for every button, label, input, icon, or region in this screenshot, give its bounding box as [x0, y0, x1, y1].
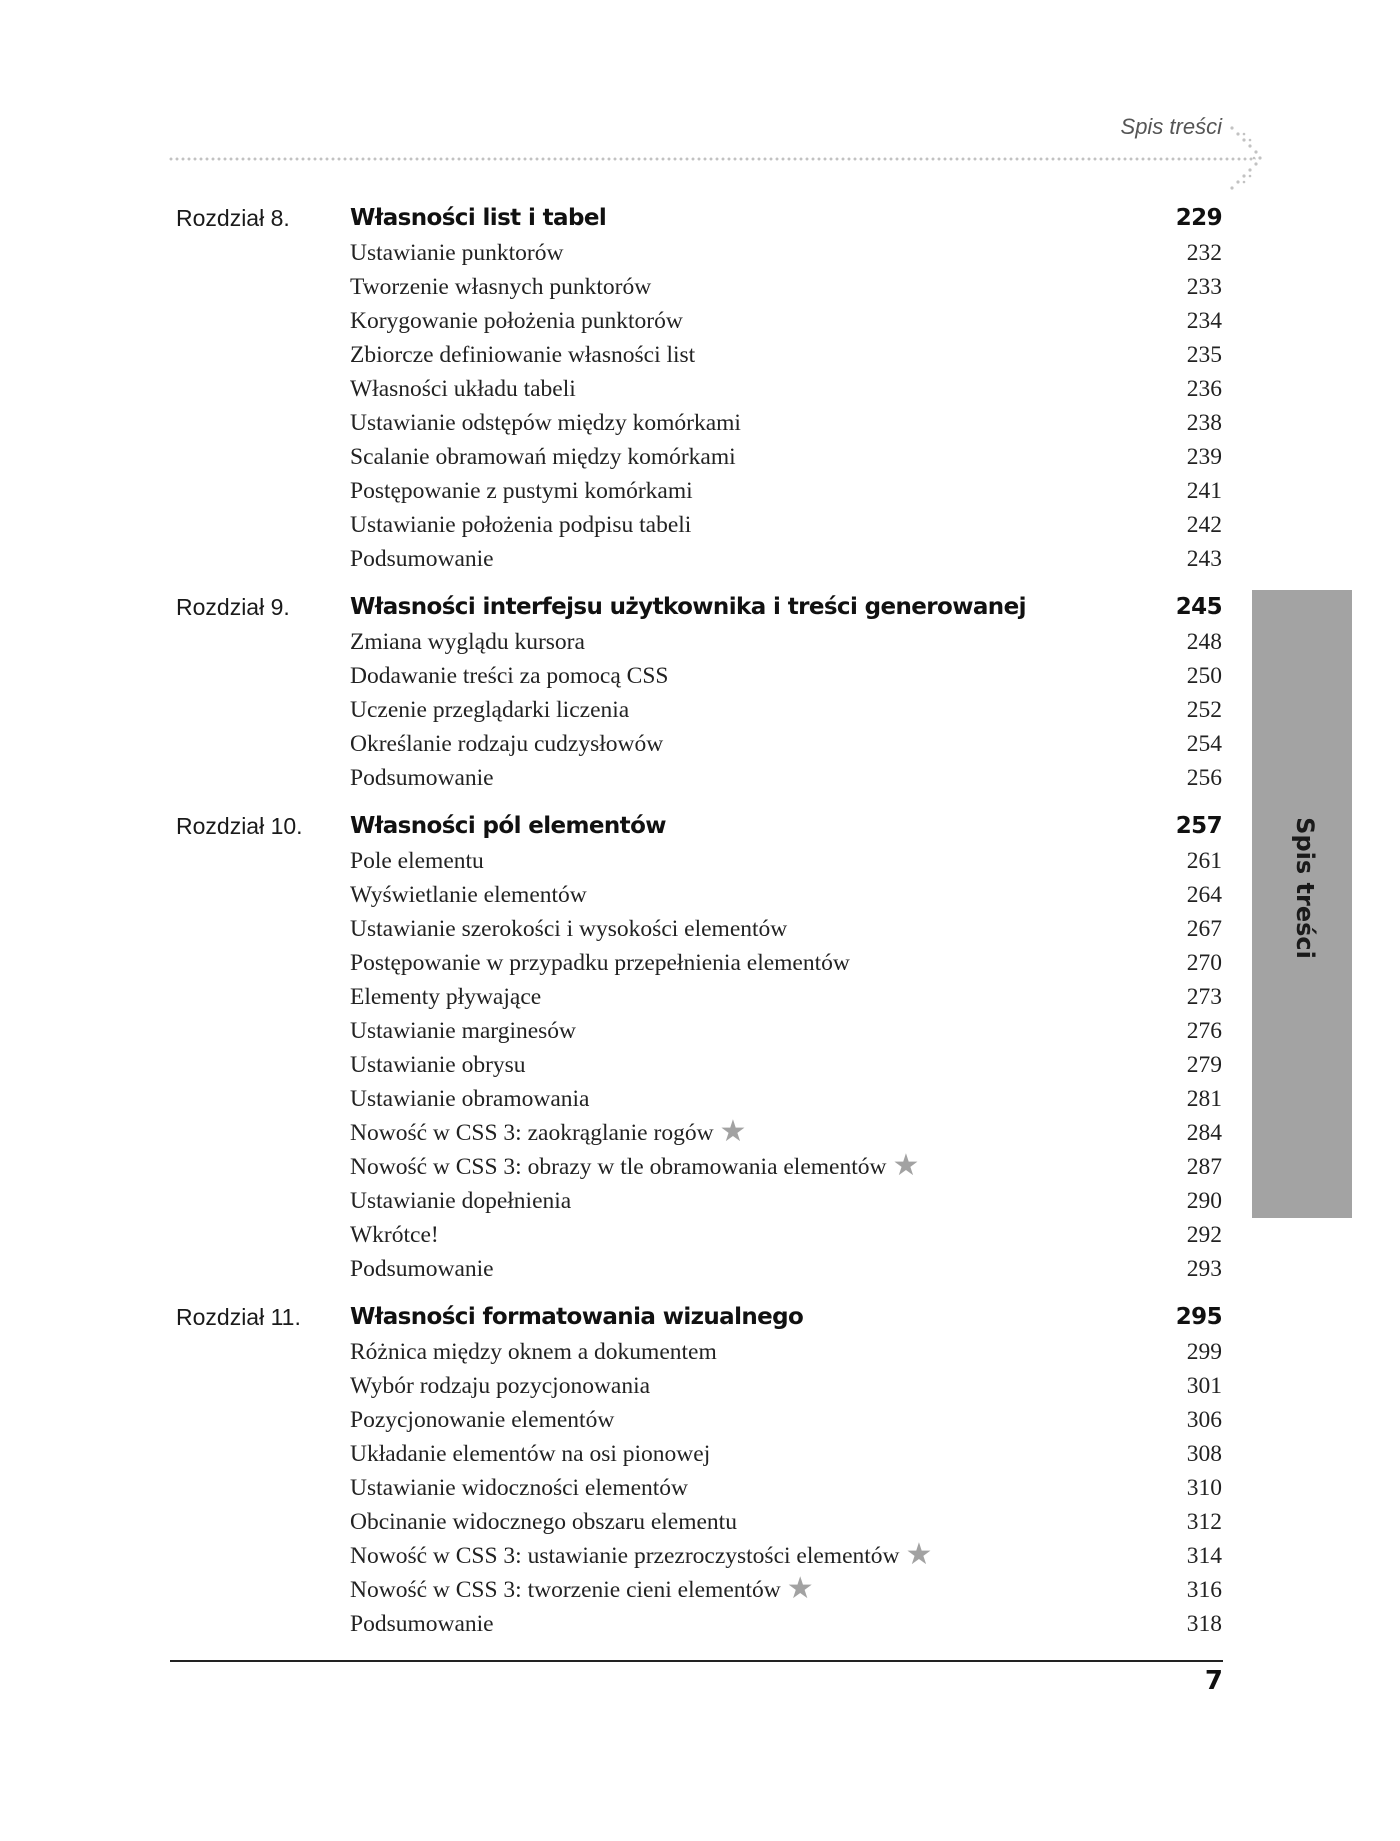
toc-entry-page: 236: [1186, 375, 1222, 402]
toc-entry-page: 293: [1186, 1255, 1222, 1282]
chapter-heading: [176, 808, 1222, 844]
toc-entry: [350, 372, 1222, 406]
toc-entry-page: 318: [1186, 1610, 1222, 1637]
toc-entry-page: 235: [1186, 341, 1222, 368]
chapter-label: Rozdział 10.: [176, 812, 303, 839]
toc-entry-title-cell: [350, 1509, 1122, 1536]
toc-entry-title-cell: [350, 916, 1122, 943]
toc-entry-title-cell: [350, 1475, 1122, 1502]
toc-entry-title-cell: [350, 950, 1122, 977]
toc-entry-title: Postępowanie w przypadku przepełnienia elementów: [350, 949, 850, 976]
toc-entry: [350, 1369, 1222, 1403]
toc-entry: [350, 508, 1222, 542]
toc-entry-page: 308: [1186, 1440, 1222, 1467]
toc-entry: [350, 1048, 1222, 1082]
toc-entry: [350, 1335, 1222, 1369]
toc-entry-page: 290: [1186, 1187, 1222, 1214]
toc-entry: [350, 1539, 1222, 1573]
toc-entry: [350, 1437, 1222, 1471]
toc-entry: [350, 727, 1222, 761]
chapter-section: [176, 200, 1222, 576]
toc-entry-title: Obcinanie widocznego obszaru elementu: [350, 1508, 737, 1535]
toc-entry-page: 250: [1186, 662, 1222, 689]
toc-entry: [350, 946, 1222, 980]
toc-entry-title-cell: [350, 1086, 1122, 1113]
toc-entry: [350, 1471, 1222, 1505]
chapter-page-number: 257: [1175, 813, 1222, 839]
page-number: 7: [1204, 1666, 1223, 1696]
toc-entry-page: 234: [1186, 307, 1222, 334]
toc-entry-page: 306: [1186, 1406, 1222, 1433]
toc-entry-page: 241: [1186, 477, 1222, 504]
toc-entry-title: Korygowanie położenia punktorów: [350, 307, 683, 334]
toc-entry: [350, 1082, 1222, 1116]
star-icon: ★: [892, 1149, 920, 1182]
entry-list: [176, 236, 1222, 576]
star-icon: ★: [786, 1572, 814, 1605]
toc-entry: [350, 1403, 1222, 1437]
toc-entry-title: Ustawianie położenia podpisu tabeli: [350, 511, 692, 538]
toc-entry: [350, 912, 1222, 946]
toc-entry-title: Pozycjonowanie elementów: [350, 1406, 615, 1433]
toc-entry: [350, 844, 1222, 878]
toc-entry-title: Własności układu tabeli: [350, 375, 576, 402]
chapter-heading: [176, 200, 1222, 236]
toc-entry: [350, 1218, 1222, 1252]
toc-entry-title: Elementy pływające: [350, 983, 542, 1010]
toc-entry-title: Określanie rodzaju cudzysłowów: [350, 730, 664, 757]
toc-entry-title: Różnica między oknem a dokumentem: [350, 1338, 717, 1365]
side-tab-label: Spis treści: [1291, 817, 1319, 959]
toc-entry: [350, 270, 1222, 304]
toc-entry-title-cell: [350, 1052, 1122, 1079]
toc-entry: [350, 693, 1222, 727]
toc-entry-title: Scalanie obramowań między komórkami: [350, 443, 736, 470]
toc-entry-title: Ustawianie odstępów między komórkami: [350, 409, 741, 436]
toc-entry-title: Wyświetlanie elementów: [350, 881, 587, 908]
toc-entry-title-cell: [350, 1339, 1122, 1366]
chapter-title: Własności list i tabel: [350, 205, 607, 231]
toc-entry-title-cell: [350, 376, 1122, 403]
toc-entry-title: Postępowanie z pustymi komórkami: [350, 477, 693, 504]
toc-entry: [350, 474, 1222, 508]
toc-entry-title-cell: [350, 1149, 1122, 1182]
toc-entry-page: 267: [1186, 915, 1222, 942]
toc-entry-page: 276: [1186, 1017, 1222, 1044]
toc-entry-title-cell: [350, 1018, 1122, 1045]
toc-entry-title: Wybór rodzaju pozycjonowania: [350, 1372, 651, 1399]
chapter-section: [176, 589, 1222, 795]
chapter-page-number: 295: [1175, 1304, 1222, 1330]
toc-entry-title-cell: [350, 629, 1122, 656]
chapter-page-number: 245: [1175, 594, 1222, 620]
toc-entry-title: Podsumowanie: [350, 764, 494, 791]
toc-entry-title-cell: [350, 274, 1122, 301]
toc-entry-title-cell: [350, 410, 1122, 437]
toc-entry-title: Nowość w CSS 3: zaokrąglanie rogów: [350, 1119, 714, 1146]
toc-entry-title: Nowość w CSS 3: obrazy w tle obramowania elementów: [350, 1153, 887, 1180]
toc-entry-title: Układanie elementów na osi pionowej: [350, 1440, 711, 1467]
toc-entry: [350, 542, 1222, 576]
toc-entry-title-cell: [350, 1222, 1122, 1249]
toc-entry-title: Uczenie przeglądarki liczenia: [350, 696, 630, 723]
chapter-label: Rozdział 11.: [176, 1303, 301, 1330]
toc-entry-title-cell: [350, 1188, 1122, 1215]
toc-entry-title: Nowość w CSS 3: tworzenie cieni elementów: [350, 1576, 781, 1603]
toc-entry-title: Ustawianie marginesów: [350, 1017, 577, 1044]
toc-entry-title-cell: [350, 342, 1122, 369]
toc-entry-title: Podsumowanie: [350, 545, 494, 572]
dotted-header-rule: [168, 156, 1256, 162]
toc-entry: [350, 236, 1222, 270]
footer-rule: [170, 1660, 1223, 1662]
toc-entry: [350, 1252, 1222, 1286]
toc-entry-title: Wkrótce!: [350, 1221, 439, 1248]
toc-entry-title-cell: [350, 765, 1122, 792]
toc-entry-title: Ustawianie widoczności elementów: [350, 1474, 689, 1501]
toc-entry-title-cell: [350, 1538, 1122, 1571]
toc-entry-page: 232: [1186, 239, 1222, 266]
toc-entry-page: 316: [1186, 1576, 1222, 1603]
toc-entry-page: 279: [1186, 1051, 1222, 1078]
toc-entry-title: Ustawianie szerokości i wysokości elementów: [350, 915, 788, 942]
chapter-title: Własności interfejsu użytkownika i treści generowanej: [350, 594, 1026, 620]
toc-entry-title-cell: [350, 1441, 1122, 1468]
entry-list: [176, 625, 1222, 795]
entry-list: [176, 1335, 1222, 1641]
toc-entry-page: 301: [1186, 1372, 1222, 1399]
toc-entry-page: 284: [1186, 1119, 1222, 1146]
toc-entry-page: 264: [1186, 881, 1222, 908]
toc-entry: [350, 761, 1222, 795]
toc-entry-title-cell: [350, 1373, 1122, 1400]
toc-entry-title-cell: [350, 663, 1122, 690]
toc-entry-title-cell: [350, 848, 1122, 875]
toc-entry-page: 242: [1186, 511, 1222, 538]
toc-entry-page: 248: [1186, 628, 1222, 655]
toc-entry: [350, 1014, 1222, 1048]
toc-entry-title-cell: [350, 1572, 1122, 1605]
toc-entry-title-cell: [350, 1115, 1122, 1148]
toc-entry-title: Ustawianie obrysu: [350, 1051, 526, 1078]
toc-entry-page: 261: [1186, 847, 1222, 874]
toc-entry-page: 312: [1186, 1508, 1222, 1535]
toc-entry-page: 299: [1186, 1338, 1222, 1365]
toc-entry-page: 252: [1186, 696, 1222, 723]
toc-entry: [350, 1607, 1222, 1641]
toc-entry-page: 243: [1186, 545, 1222, 572]
toc-entry-title-cell: [350, 546, 1122, 573]
toc-entry-page: 273: [1186, 983, 1222, 1010]
entry-list: [176, 844, 1222, 1286]
arrow-dots-ornament: [1226, 122, 1266, 194]
toc-entry-title: Zmiana wyglądu kursora: [350, 628, 585, 655]
toc-entry-page: 310: [1186, 1474, 1222, 1501]
chapter-label: Rozdział 9.: [176, 593, 290, 620]
toc-entry: [350, 878, 1222, 912]
toc-entry: [350, 1150, 1222, 1184]
toc-entry: [350, 1116, 1222, 1150]
toc-entry: [350, 440, 1222, 474]
chapter-heading: [176, 589, 1222, 625]
chapter-title: Własności pól elementów: [350, 813, 666, 839]
toc-entry: [350, 1573, 1222, 1607]
toc-entry-title-cell: [350, 478, 1122, 505]
toc-entry-title-cell: [350, 984, 1122, 1011]
chapter-heading: [176, 1299, 1222, 1335]
toc-entry-title: Pole elementu: [350, 847, 484, 874]
toc-entry-title-cell: [350, 512, 1122, 539]
toc-entry: [350, 1184, 1222, 1218]
toc-entry: [350, 659, 1222, 693]
toc-entry-title-cell: [350, 1611, 1122, 1638]
toc-entry: [350, 406, 1222, 440]
toc-entry: [350, 304, 1222, 338]
toc-entry-page: 292: [1186, 1221, 1222, 1248]
toc-entry: [350, 338, 1222, 372]
toc-entry-title-cell: [350, 731, 1122, 758]
table-of-contents: [176, 200, 1222, 1654]
toc-entry-title: Nowość w CSS 3: ustawianie przezroczystości elementów: [350, 1542, 900, 1569]
toc-entry-title-cell: [350, 1256, 1122, 1283]
chapter-page-number: 229: [1175, 205, 1222, 231]
toc-entry-page: 314: [1186, 1542, 1222, 1569]
toc-entry-page: 238: [1186, 409, 1222, 436]
toc-entry: [350, 625, 1222, 659]
chapter-section: [176, 808, 1222, 1286]
toc-entry-title: Podsumowanie: [350, 1610, 494, 1637]
toc-entry-page: 239: [1186, 443, 1222, 470]
chapter-section: [176, 1299, 1222, 1641]
toc-entry-title: Ustawianie obramowania: [350, 1085, 590, 1112]
toc-entry-page: 270: [1186, 949, 1222, 976]
toc-entry: [350, 980, 1222, 1014]
toc-entry-page: 287: [1186, 1153, 1222, 1180]
toc-entry-title-cell: [350, 444, 1122, 471]
toc-entry-page: 281: [1186, 1085, 1222, 1112]
toc-entry-title-cell: [350, 240, 1122, 267]
toc-entry-title: Ustawianie punktorów: [350, 239, 564, 266]
toc-entry-page: 256: [1186, 764, 1222, 791]
toc-entry-title-cell: [350, 697, 1122, 724]
star-icon: ★: [905, 1538, 933, 1571]
running-head-title: Spis treści: [1120, 114, 1222, 139]
toc-entry-title: Dodawanie treści za pomocą CSS: [350, 662, 669, 689]
toc-entry-title: Ustawianie dopełnienia: [350, 1187, 572, 1214]
toc-entry-title: Tworzenie własnych punktorów: [350, 273, 652, 300]
star-icon: ★: [719, 1115, 747, 1148]
toc-entry-page: 233: [1186, 273, 1222, 300]
toc-entry-title-cell: [350, 1407, 1122, 1434]
toc-entry-title: Zbiorcze definiowanie własności list: [350, 341, 696, 368]
chapter-title: Własności formatowania wizualnego: [350, 1304, 804, 1330]
toc-entry-title: Podsumowanie: [350, 1255, 494, 1282]
toc-entry-page: 254: [1186, 730, 1222, 757]
toc-entry-title-cell: [350, 308, 1122, 335]
toc-entry: [350, 1505, 1222, 1539]
toc-entry-title-cell: [350, 882, 1122, 909]
chapter-label: Rozdział 8.: [176, 204, 290, 231]
